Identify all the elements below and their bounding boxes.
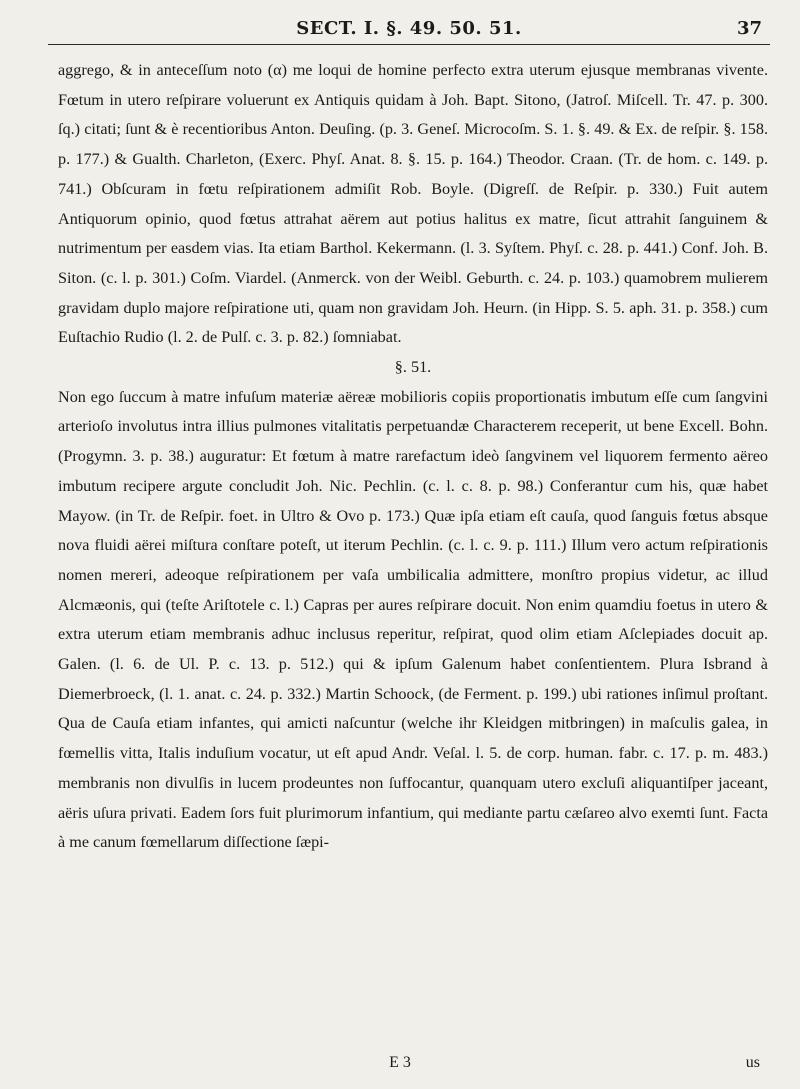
catchword: us <box>745 1054 760 1071</box>
body-text <box>58 56 768 858</box>
section-mark: §. 51. <box>394 358 432 377</box>
running-head: SECT. I. §. 49. 50. 51. <box>296 18 522 39</box>
page-number: 37 <box>736 18 762 39</box>
signature-mark: E 3 <box>389 1054 411 1071</box>
page-header <box>48 18 770 45</box>
paragraph-1: aggrego, & in anteceſſum noto (α) me loqui de homine perfecto extra uterum ejusque membranas vivente. Fœtum in utero reſpirare voluerunt ex Antiquis quidam à Joh. Bapt. Sitono, (Jatroſ. Miſcell. Tr. 47. p. 300. ſq.) citati; ſunt & è recentioribus Anton. Deuſing. (p. 3. Geneſ. Microcoſm. S. 1. §. 49. & Ex. de reſpir. §. 158. p. 177.) & Gualth. Charleton, (Exerc. Phyſ. Anat. 8. §. 15. p. 164.) Theodor. Craan. (Tr. de hom. c. 149. p. 741.) Obſcuram in fœtu reſpirationem admiſit Rob. Boyle. (Digreſſ. de Reſpir. p. 330.) Fuit autem Antiquorum opinio, quod fœtus attrahat aërem aut potius halitus ex matre, ſicut attrahit ſanguinem & nutrimentum per easdem vias. Ita etiam Barthol. Kekermann. (l. 3. Syſtem. Phyſ. c. 28. p. 441.) Conf. Joh. B. Siton. (c. l. p. 301.) Coſm. Viardel. (Anmerck. von der Weibl. Geburth. c. 24. p. 103.) quamobrem mulierem gravidam duplo majore reſpiratione uti, quam non gravidam Joh. Heurn. (in Hipp. S. 5. aph. 31. p. 358.) cum Euſtachio Rudio (l. 2. de Pulſ. c. 3. p. 82.) ſomniabat. <box>58 61 768 347</box>
paragraph-2: Non ego ſuccum à matre infuſum materiæ aëreæ mobilioris copiis proportionatis imbutum eſſe cum ſangvini arterioſo involutus intra illius pulmones vitalitatis perpetuandæ Characterem receperit, ut bene Excell. Bohn. (Progymn. 3. p. 38.) auguratur: Et fœtum à matre rarefactum ideò ſangvinem vel liquorem fermento aëreo imbutum recipere argute concludit Joh. Nic. Pechlin. (c. l. c. 8. p. 98.) Conferantur cum his, quæ habet Mayow. (in Tr. de Reſpir. foet. in Ultro & Ovo p. 173.) Quæ ipſa etiam eſt cauſa, quod ſanguis fœtus absque nova fluidi aërei miſtura conſtare poteſt, ut iterum Pechlin. (c. l. c. 9. p. 111.) Illum vero actum reſpirationis nomen mereri, adeoque reſpirationem per vaſa umbilicalia admittere, monſtro propius videtur, ac illud Alcmæonis, qui (teſte Ariſtotele c. l.) Capras per aures reſpirare docuit. Non enim quamdiu foetus in utero & extra uterum etiam membranis adhuc inclusus reperitur, reſpirat, quod olim etiam Aſclepiades docuit ap. Galen. (l. 6. de Ul. P. c. 13. p. 512.) qui & ipſum Galenum habet conſentientem. Plura Isbrand à Diemerbroeck, (l. 1. anat. c. 24. p. 332.) Martin Schoock, (de Ferment. p. 199.) ubi rationes inſimul proſtant. Qua de Cauſa etiam infantes, qui amicti naſcuntur (welche ihr Kleidgen mitbringen) in maſculis galea, in fœmellis vitta, Italis induſium vocatur, ut eſt apud Andr. Veſal. l. 5. de corp. human. fabr. c. 17. p. m. 483.) membranis non divulſis in lucem prodeuntes non ſuffocantur, quanquam utero excluſi aliquantiſper jaceant, aëris uſura privati. Eadem ſors fuit plurimorum infantium, qui mediante partu cæſareo alvo exemti ſunt. Facta à me canum fœmellarum diſſectione ſæpi- <box>58 387 768 852</box>
